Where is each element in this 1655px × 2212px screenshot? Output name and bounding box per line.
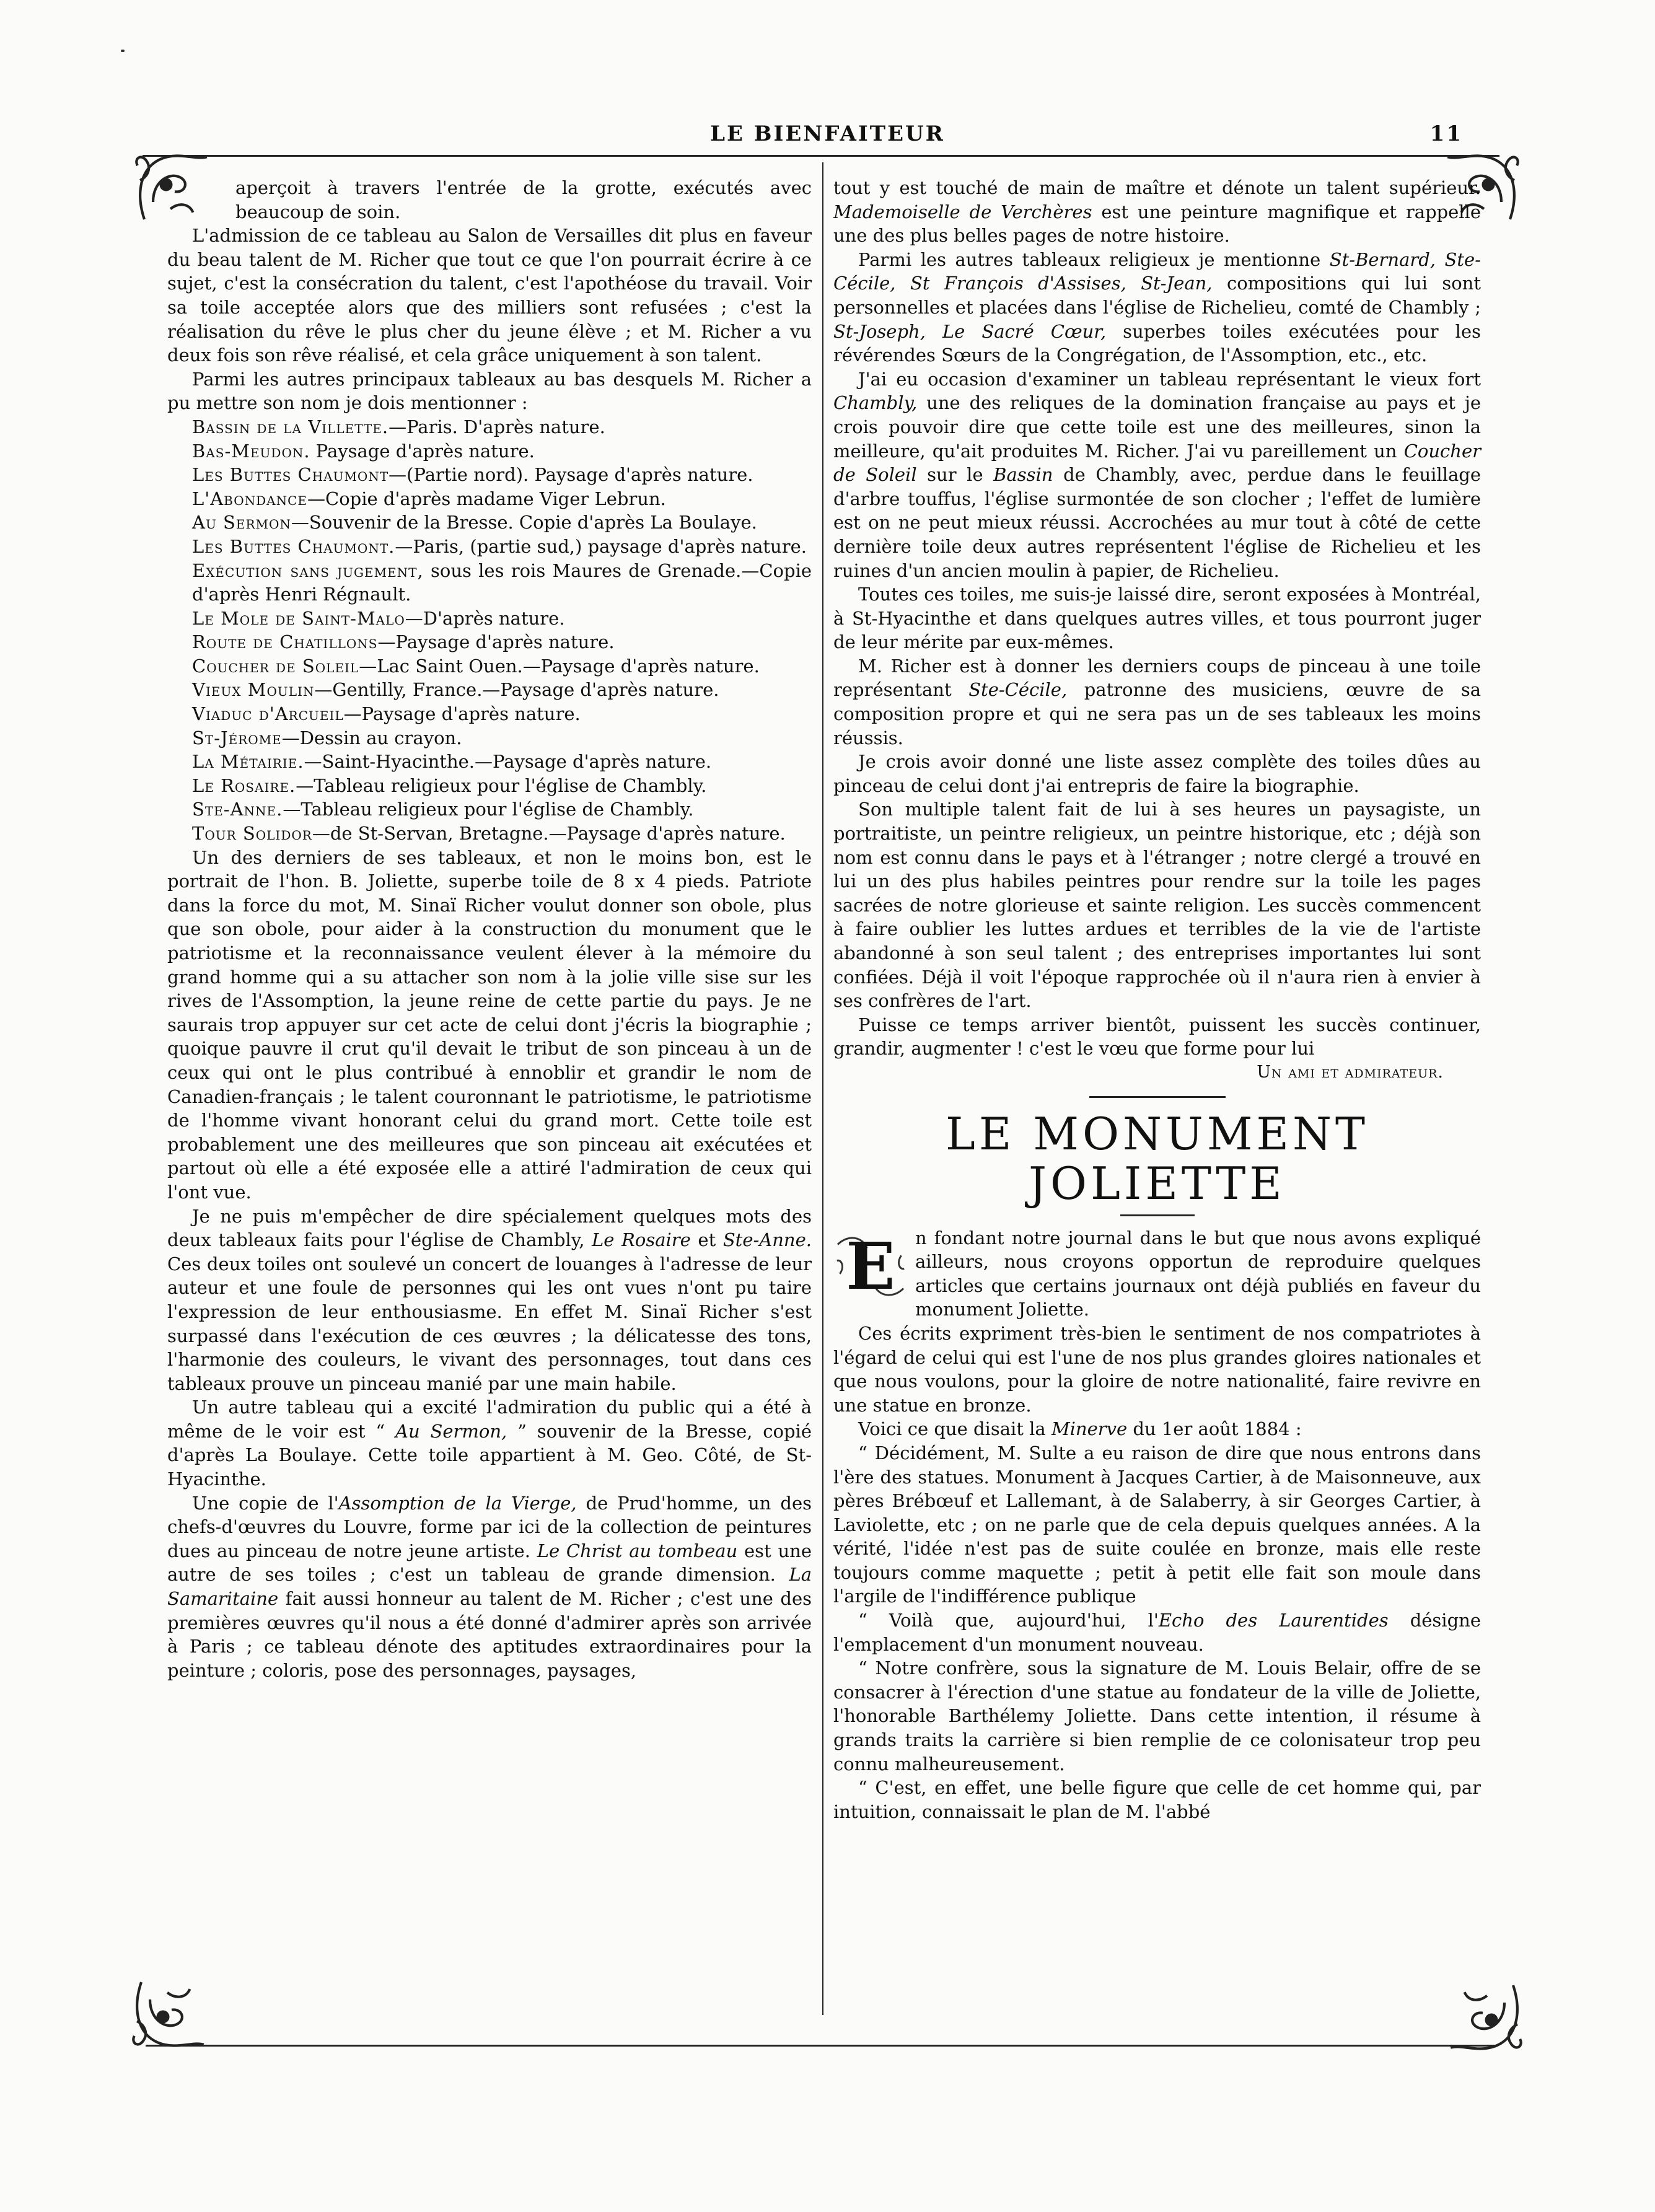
work-title: Exécution sans jugement, bbox=[192, 560, 424, 581]
work-title: Coucher de Soleil bbox=[192, 655, 359, 677]
right-column bbox=[833, 176, 1481, 1824]
text-run: est une peinture magnifique et rappelle une des plus belles pages de notre histoire. bbox=[833, 201, 1481, 247]
page-number: 11 bbox=[1429, 121, 1463, 146]
signature: Un ami et admirateur. bbox=[1257, 1062, 1444, 1082]
text-run: M. Richer est à donner les derniers coups de pinceau à une toile représentant bbox=[833, 655, 1481, 701]
text-run: ” souvenir de la Bresse, copié d'après La Boulaye. Cette toile appartient à M. Geo. Côté, de St-Hyacinthe. bbox=[167, 1420, 812, 1490]
works-list bbox=[167, 415, 812, 846]
paragraph: “ Notre confrère, sous la signature de M. Louis Belair, offre de se consacrer à l'érection d'une statue au fondateur de la ville de Joliette, l'honorable Barthélemy Joliette. Dans cette intention, il résume à grands traits la carrière si bien remplie de ce colonisateur trop peu connu malheureusement. bbox=[833, 1657, 1481, 1775]
italic-title: Minerve bbox=[1051, 1418, 1128, 1440]
corner-ornament-bottom-right bbox=[1444, 1977, 1530, 2063]
work-item bbox=[167, 702, 812, 726]
work-title: Viaduc d'Arcueil bbox=[192, 703, 344, 725]
work-item bbox=[167, 797, 812, 822]
text-run: désigne l'emplacement d'un monument nouveau. bbox=[833, 1610, 1481, 1655]
italic-title: Le Rosaire bbox=[592, 1229, 691, 1251]
left-column bbox=[167, 176, 812, 1682]
work-desc: —Paysage d'après nature. bbox=[343, 703, 581, 725]
work-desc: —Gentilly, France.—Paysage d'après nature. bbox=[314, 679, 719, 701]
paragraph bbox=[167, 1395, 812, 1491]
italic-title: Chambly, bbox=[833, 392, 918, 414]
paragraph bbox=[833, 367, 1481, 582]
text-run: fait aussi honneur au talent de M. Richer ; c'est une des premières œuvres qu'il nous a été donné d'admirer après son arrivée à Paris ; ce tableau dénote des aptitudes extraordinaires pour la peinture ; coloris, pose des personnages, paysages, bbox=[167, 1588, 812, 1681]
work-title: L'Abondance bbox=[192, 488, 308, 509]
paragraph: Ces écrits expriment très-bien le sentiment de nos compatriotes à l'égard de celui qui est l'une de nos plus grandes gloires nationales et que nous voulons, pour la gloire de notre nationalité, faire revivre en une statue en bronze. bbox=[833, 1322, 1481, 1416]
work-desc: —Dessin au crayon. bbox=[281, 727, 462, 748]
text-run: Une copie de l' bbox=[192, 1492, 339, 1514]
work-desc: —Tableau religieux pour l'église de Chambly. bbox=[283, 799, 694, 820]
top-rule bbox=[143, 155, 1499, 157]
italic-title: St-Joseph, Le Sacré Cœur, bbox=[833, 320, 1107, 342]
work-item bbox=[167, 511, 812, 535]
work-title: St-Jérome bbox=[192, 727, 282, 748]
paragraph bbox=[833, 654, 1481, 750]
text-run: Voici ce que disait la bbox=[858, 1418, 1051, 1440]
text-run: de Chambly, avec, perdue dans le feuillage d'arbre touffus, l'église surmontée de son clocher ; l'effet de lumière est on ne peut mieux réussi. Accrochées au mur tout à côté de cette dernière toile deux autres représentent l'église de Richelieu et les ruines d'un ancien moulin à papier, de Richelieu. bbox=[833, 464, 1481, 581]
work-desc: —Lac Saint Ouen.—Paysage d'après nature. bbox=[359, 655, 760, 677]
text-run: “ Voilà que, aujourd'hui, l' bbox=[858, 1610, 1159, 1631]
running-head bbox=[0, 121, 1655, 152]
work-title: Au Sermon bbox=[192, 512, 291, 533]
corner-ornament-bottom-left bbox=[124, 1973, 211, 2060]
article-intro bbox=[833, 1226, 1481, 1322]
journal-title: LE BIENFAITEUR bbox=[710, 121, 945, 146]
italic-title: Assomption de la Vierge, bbox=[338, 1492, 577, 1514]
work-desc: —Paysage d'après nature. bbox=[377, 631, 615, 653]
work-desc: sous les rois Maures de Grenade.—Copie d'après Henri Régnault. bbox=[192, 560, 812, 605]
work-desc: —Copie d'après madame Viger Lebrun. bbox=[307, 488, 666, 509]
work-title: Tour Solidor bbox=[192, 823, 312, 845]
work-title: Le Rosaire. bbox=[192, 775, 296, 796]
work-title: Bas-Meudon. bbox=[192, 440, 310, 462]
text-run: Un autre tableau qui a excité l'admiration du public qui a été à même de le voir est “ bbox=[167, 1397, 812, 1442]
work-desc: —Souvenir de la Bresse. Copie d'après La Boulaye. bbox=[291, 512, 757, 533]
work-item bbox=[167, 463, 812, 487]
work-item bbox=[167, 774, 812, 798]
work-desc: —de St-Servan, Bretagne.—Paysage d'après nature. bbox=[312, 823, 786, 845]
italic-title: Echo des Laurentides bbox=[1158, 1610, 1389, 1631]
text-run: compositions qui lui sont personnelles et placées dans l'église de Richelieu, comté de Chambly ; bbox=[833, 273, 1481, 318]
column-rule bbox=[822, 162, 823, 2015]
italic-title: Ste-Cécile, bbox=[968, 679, 1068, 701]
text-run: Parmi les autres tableaux religieux je mentionne bbox=[858, 248, 1330, 270]
paragraph: Toutes ces toiles, me suis-je laissé dire, seront exposées à Montréal, à St-Hyacinthe et dans quelques autres villes, et tous pourront juger de leur mérite par eux-mêmes. bbox=[833, 584, 1481, 653]
paragraph bbox=[833, 248, 1481, 367]
text-run: superbes toiles exécutées pour les révérendes Sœurs de la Congrégation, de l'Assomption, etc., etc. bbox=[833, 320, 1481, 366]
paragraph bbox=[167, 1491, 812, 1683]
heading-rule bbox=[1120, 1214, 1195, 1216]
work-item bbox=[167, 726, 812, 750]
paragraph: Puisse ce temps arriver bientôt, puissent les succès continuer, grandir, augmenter ! c'est le vœu que forme pour lui bbox=[833, 1014, 1481, 1060]
italic-title: Ste-Anne. bbox=[722, 1229, 812, 1251]
drop-cap-letter: E bbox=[846, 1227, 895, 1304]
paragraph: L'admission de ce tableau au Salon de Versailles dit plus en faveur du beau talent de M. Richer que tout ce que l'on pourrait écrire à ce sujet, c'est la consécration du talent, c'est l'apothéose du travail. Voir sa toile acceptée alors que des milliers sont refusées ; c'est la réalisation du rêve le plus cher du jeune élève ; et M. Richer a vu deux fois son rêve réalisé, et cela grâce uniquement à son talent. bbox=[167, 225, 812, 366]
italic-title: Coucher de Soleil bbox=[833, 440, 1481, 486]
paragraph: n fondant notre journal dans le but que nous avons expliqué ailleurs, nous croyons opportun de reproduire quelques articles que certains journaux ont déjà publiés en faveur du monument Joliette. bbox=[915, 1227, 1481, 1320]
paragraph: Son multiple talent fait de lui à ses heures un paysagiste, un portraitiste, un peintre religieux, un peintre historique, etc ; déjà son nom est connu dans le pays et à l'étranger ; notre clergé a trouvé en lui un des plus habiles peintres pour rendre sur la toile les pages sacrées de notre glorieuse et sainte religion. Les succès commencent à faire oublier les luttes ardues et terribles de la vie de l'artiste abandonné à son seul talent ; des entreprises importantes lui sont confiées. Déjà il voit l'époque rapprochée où il n'aura rien à envier à ses confrères de l'art. bbox=[833, 799, 1481, 1012]
paragraph: Un des derniers de ses tableaux, et non le moins bon, est le portrait de l'hon. B. Joliette, superbe toile de 8 x 4 pieds. Patriote dans la force du mot, M. Sinaï Richer voulut donner son obole, plus que son obole, pour aider à la construction du monument que le patriotisme et la reconnaissance veulent élever à la mémoire du grand homme qui a su attacher son nom à la jolie ville sise sur les rives de l'Assomption, la jeune reine de cette partie du pays. Je ne saurais trop appuyer sur cet acte de celui dont j'écris la biographie ; quoique pauvre il crut qu'il devait le tribut de son pinceau à un de ceux qui ont le plus contribué à ennoblir et grandir le nom de Canadien-français ; le talent couronnant le patriotisme, le patriotisme de l'homme vivant honorant celui du grand mort. Cette toile est probablement une des meilleures que son pinceau ait exécutées et partout où elle a été exposée elle a attiré l'admiration de ceux qui l'ont vue. bbox=[167, 846, 812, 1203]
work-item bbox=[167, 535, 812, 559]
paragraph bbox=[833, 1609, 1481, 1656]
text-run: de Prud'homme, un des chefs-d'œuvres du Louvre, forme par ici de la collection de peintures dues au pinceau de notre jeune artiste. bbox=[167, 1492, 812, 1561]
text-run: J'ai eu occasion d'examiner un tableau représentant le vieux fort bbox=[858, 368, 1481, 390]
section-rule bbox=[1089, 1096, 1226, 1098]
text-run: et bbox=[690, 1229, 723, 1251]
paragraph bbox=[833, 176, 1481, 248]
italic-title: Mademoiselle de Verchères bbox=[833, 201, 1092, 222]
italic-title: St-Bernard, Ste-Cécile, St François d'Assises, St-Jean, bbox=[833, 248, 1481, 294]
work-title: Les Buttes Chaumont bbox=[192, 464, 389, 486]
work-desc: —Paris, (partie sud,) paysage d'après nature. bbox=[395, 535, 807, 557]
work-title: Route de Chatillons bbox=[192, 631, 378, 653]
text-run: une des reliques de la domination française au pays et je crois pouvoir dire que cette toile est une des meilleures, sinon la meilleure, qu'ait produites M. Richer. J'ai vu pareillement un bbox=[833, 392, 1481, 462]
text-run: patronne des musiciens, œuvre de sa composition propre et qui ne sera pas un de ses tableaux les moins réussis. bbox=[833, 679, 1482, 748]
work-item bbox=[167, 678, 812, 702]
work-item bbox=[167, 750, 812, 774]
work-item bbox=[167, 607, 812, 631]
work-item bbox=[167, 630, 812, 654]
work-item bbox=[167, 822, 812, 846]
work-item bbox=[167, 559, 812, 607]
paragraph: “ C'est, en effet, une belle figure que celle de cet homme qui, par intuition, connaissait le plan de M. l'abbé bbox=[833, 1777, 1481, 1822]
italic-title: La Samaritaine bbox=[167, 1564, 812, 1610]
work-item bbox=[167, 439, 812, 463]
italic-title: Bassin bbox=[993, 464, 1053, 486]
work-desc: Paysage d'après nature. bbox=[310, 440, 535, 462]
work-desc: —Tableau religieux pour l'église de Chambly. bbox=[296, 775, 707, 796]
text-run: tout y est touché de main de maître et dénote un talent supérieur. bbox=[833, 177, 1481, 198]
text-run: Je ne puis m'empêcher de dire spécialement quelques mots des deux tableaux faits pour l'église de Chambly, bbox=[167, 1205, 812, 1251]
paragraph: “ Décidément, M. Sulte a eu raison de dire que nous entrons dans l'ère des statues. Monument à Jacques Cartier, à de Maisonneuve, aux pères Brébœuf et Lallemant, à de Salaberry, à sir Georges Cartier, à Laviolette, etc ; on ne parle que de cela depuis quelques années. A la vérité, l'idée n'est pas de suite coulée en bronze, mais elle reste toujours comme maquette ; petit à petit elle fait son moule dans l'argile de l'indifférence publique bbox=[833, 1442, 1481, 1607]
work-title: Les Buttes Chaumont. bbox=[192, 535, 395, 557]
work-item bbox=[167, 654, 812, 678]
work-desc: —Paris. D'après nature. bbox=[389, 416, 605, 437]
paragraph: Je crois avoir donné une liste assez complète des toiles dûes au pinceau de celui dont j'ai entrepris de faire la biographie. bbox=[833, 751, 1481, 796]
bottom-rule bbox=[146, 2045, 1496, 2047]
work-item bbox=[167, 415, 812, 439]
paragraph bbox=[167, 1205, 812, 1396]
paragraph: aperçoit à travers l'entrée de la grotte, exécutés avec beaucoup de soin. bbox=[235, 177, 812, 222]
work-title: La Métairie. bbox=[192, 751, 304, 773]
italic-title: Au Sermon, bbox=[395, 1420, 507, 1442]
text-run: du 1er août 1884 : bbox=[1127, 1418, 1302, 1440]
work-title: Le Mole de Saint-Malo bbox=[192, 607, 405, 629]
work-desc: —D'après nature. bbox=[405, 607, 565, 629]
work-desc: —Saint-Hyacinthe.—Paysage d'après nature. bbox=[304, 751, 712, 773]
text-run: sur le bbox=[916, 464, 994, 486]
work-desc: —(Partie nord). Paysage d'après nature. bbox=[389, 464, 753, 486]
text-run: est une autre de ses toiles ; c'est un tableau de grande dimension. bbox=[167, 1540, 812, 1586]
print-speck bbox=[121, 50, 125, 52]
text-run: Ces deux toiles ont soulevé un concert de louanges à l'adresse de leur auteur et une foule de personnes qui les ont vues n'ont pu taire l'expression de leur enthousiasme. En effet M. Sinaï Richer s'est surpassé dans l'exécution de ces œuvres ; la délicatesse des tons, l'harmonie des couleurs, le vivant des personnages, tout dans ces tableaux prouve un pinceau manié par une main habile. bbox=[167, 1253, 812, 1394]
work-item bbox=[167, 487, 812, 511]
work-title: Ste-Anne. bbox=[192, 799, 283, 820]
paragraph bbox=[833, 1417, 1481, 1441]
italic-title: Le Christ au tombeau bbox=[537, 1540, 738, 1561]
drop-cap bbox=[833, 1227, 908, 1304]
work-title: Vieux Moulin bbox=[192, 679, 315, 701]
article-heading: LE MONUMENT JOLIETTE bbox=[946, 1107, 1369, 1209]
work-title: Bassin de la Villette. bbox=[192, 416, 389, 437]
paragraph: Parmi les autres principaux tableaux au bas desquels M. Richer a pu mettre son nom je dois mentionner : bbox=[167, 368, 812, 414]
